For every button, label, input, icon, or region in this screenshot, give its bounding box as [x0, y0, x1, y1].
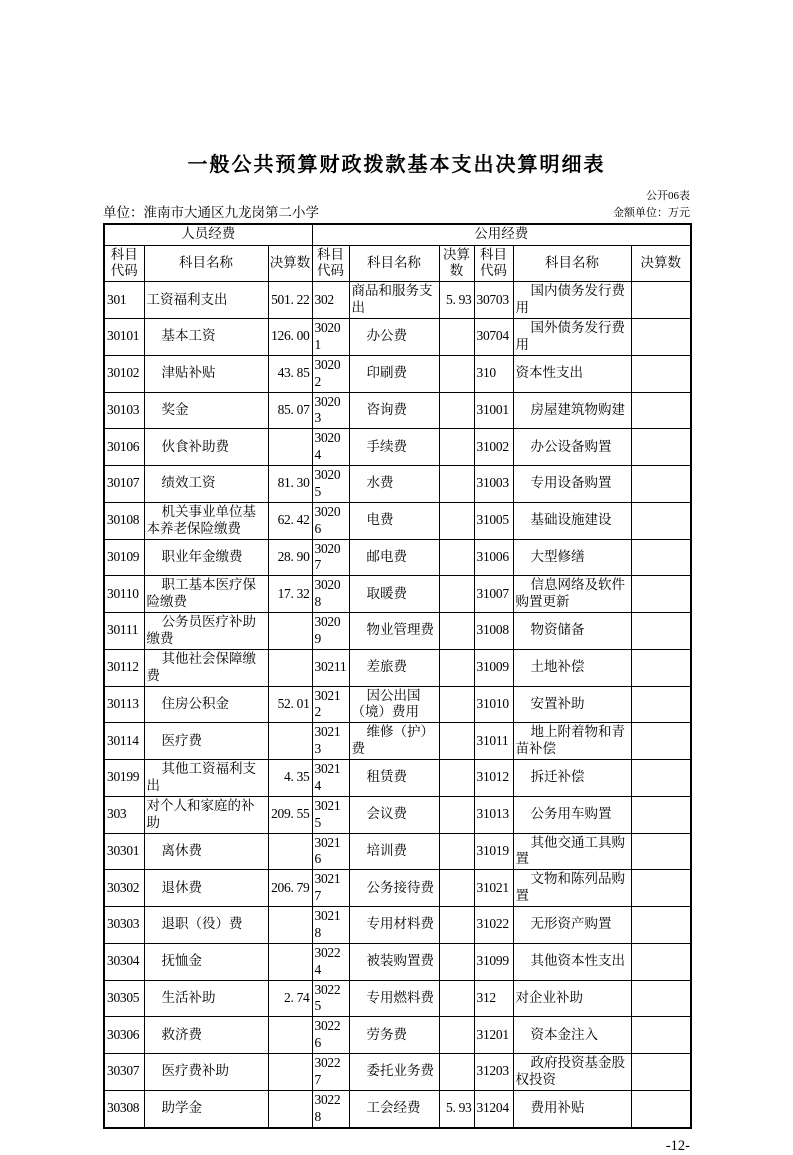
- cell-name: 专用材料费: [349, 907, 439, 944]
- cell-name: 公务用车购置: [513, 796, 631, 833]
- col-header-subject-name-3: 科目名称: [513, 245, 631, 282]
- table-row: [104, 613, 691, 650]
- cell-value: [439, 466, 474, 503]
- cell-value: [268, 1054, 312, 1091]
- cell-name: 取暖费: [349, 576, 439, 613]
- page-number: -12-: [665, 1137, 690, 1154]
- cell-name: 物资储备: [513, 613, 631, 650]
- cell-name: 职工基本医疗保险缴费: [144, 576, 268, 613]
- cell-name: 土地补偿: [513, 649, 631, 686]
- cell-name: 地上附着物和青苗补偿: [513, 723, 631, 760]
- cell-value: [631, 392, 691, 429]
- cell-name: 租赁费: [349, 760, 439, 797]
- cell-name: 安置补助: [513, 686, 631, 723]
- col-header-subject-code-2: 科目代码: [312, 245, 349, 282]
- group-header-row: [104, 224, 691, 245]
- cell-code: 31009: [474, 649, 513, 686]
- cell-code: 30103: [104, 392, 144, 429]
- cell-name: 住房公积金: [144, 686, 268, 723]
- cell-code: 31007: [474, 576, 513, 613]
- cell-name: 维修（护）费: [349, 723, 439, 760]
- cell-code: 31001: [474, 392, 513, 429]
- cell-value: [439, 760, 474, 797]
- cell-code: 31011: [474, 723, 513, 760]
- cell-value: [268, 723, 312, 760]
- cell-value: [631, 1054, 691, 1091]
- cell-name: 生活补助: [144, 980, 268, 1017]
- cell-name: 绩效工资: [144, 466, 268, 503]
- col-header-subject-code-1: 科目代码: [104, 245, 144, 282]
- cell-name: 费用补贴: [513, 1090, 631, 1127]
- meta-row: [103, 204, 690, 221]
- table-body: [104, 282, 691, 1128]
- cell-code: 30211: [312, 649, 349, 686]
- cell-code: 30308: [104, 1090, 144, 1127]
- group-header-personnel-funds: 人员经费: [104, 224, 312, 245]
- cell-name: 政府投资基金股权投资: [513, 1054, 631, 1091]
- cell-value: 43. 85: [268, 355, 312, 392]
- cell-code: 30101: [104, 319, 144, 356]
- cell-code: 30201: [312, 319, 349, 356]
- cell-code: 30209: [312, 613, 349, 650]
- cell-name: 被装购置费: [349, 943, 439, 980]
- cell-value: [631, 760, 691, 797]
- cell-value: [631, 282, 691, 319]
- table-row: [104, 796, 691, 833]
- table-header: [104, 224, 691, 282]
- cell-value: [439, 686, 474, 723]
- cell-name: 培训费: [349, 833, 439, 870]
- cell-value: [439, 870, 474, 907]
- cell-value: [439, 539, 474, 576]
- cell-value: [631, 576, 691, 613]
- cell-value: [268, 429, 312, 466]
- cell-code: 30112: [104, 649, 144, 686]
- cell-value: [268, 1017, 312, 1054]
- cell-name: 委托业务费: [349, 1054, 439, 1091]
- table-row: [104, 282, 691, 319]
- cell-name: 国外债务发行费用: [513, 319, 631, 356]
- cell-value: 209. 55: [268, 796, 312, 833]
- column-header-row: [104, 245, 691, 282]
- cell-value: [268, 1090, 312, 1127]
- cell-value: [631, 796, 691, 833]
- cell-name: 公务接待费: [349, 870, 439, 907]
- cell-code: 30207: [312, 539, 349, 576]
- cell-value: [439, 980, 474, 1017]
- cell-code: 30226: [312, 1017, 349, 1054]
- cell-value: [631, 723, 691, 760]
- cell-code: 31005: [474, 502, 513, 539]
- cell-name: 工会经费: [349, 1090, 439, 1127]
- cell-code: 30217: [312, 870, 349, 907]
- cell-value: [439, 392, 474, 429]
- col-header-final-amount-3: 决算数: [631, 245, 691, 282]
- cell-value: [631, 649, 691, 686]
- cell-name: 公务员医疗补助缴费: [144, 613, 268, 650]
- cell-value: [439, 576, 474, 613]
- cell-name: 劳务费: [349, 1017, 439, 1054]
- cell-name: 基本工资: [144, 319, 268, 356]
- cell-code: 30306: [104, 1017, 144, 1054]
- cell-code: 31203: [474, 1054, 513, 1091]
- unit-label: 单位：淮南市大通区九龙岗第二小学: [103, 205, 319, 220]
- cell-value: [439, 1017, 474, 1054]
- cell-value: [631, 502, 691, 539]
- cell-code: 30114: [104, 723, 144, 760]
- table-row: [104, 833, 691, 870]
- cell-code: 301: [104, 282, 144, 319]
- cell-code: 31006: [474, 539, 513, 576]
- table-row: [104, 466, 691, 503]
- cell-code: 30204: [312, 429, 349, 466]
- table-row: [104, 649, 691, 686]
- cell-name: 差旅费: [349, 649, 439, 686]
- cell-value: 126. 00: [268, 319, 312, 356]
- amount-unit-label: 金额单位：万元: [613, 207, 690, 219]
- cell-code: 30108: [104, 502, 144, 539]
- cell-name: 无形资产购置: [513, 907, 631, 944]
- table-row: [104, 1017, 691, 1054]
- cell-code: 30205: [312, 466, 349, 503]
- cell-name: 基础设施建设: [513, 502, 631, 539]
- cell-value: [631, 319, 691, 356]
- cell-code: 31003: [474, 466, 513, 503]
- cell-code: 30203: [312, 392, 349, 429]
- cell-value: [631, 355, 691, 392]
- cell-value: 85. 07: [268, 392, 312, 429]
- cell-name: 离休费: [144, 833, 268, 870]
- cell-value: [439, 502, 474, 539]
- cell-name: 助学金: [144, 1090, 268, 1127]
- group-header-public-funds: 公用经费: [312, 224, 691, 245]
- cell-value: [439, 355, 474, 392]
- table-row: [104, 319, 691, 356]
- cell-code: 30303: [104, 907, 144, 944]
- table-row: [104, 1054, 691, 1091]
- cell-name: 奖金: [144, 392, 268, 429]
- cell-code: 30109: [104, 539, 144, 576]
- cell-name: 手续费: [349, 429, 439, 466]
- cell-value: [268, 943, 312, 980]
- cell-value: [631, 833, 691, 870]
- cell-value: [268, 907, 312, 944]
- cell-code: 30227: [312, 1054, 349, 1091]
- cell-name: 资本性支出: [513, 355, 631, 392]
- cell-value: [631, 613, 691, 650]
- cell-value: 5. 93: [439, 1090, 474, 1127]
- cell-name: 印刷费: [349, 355, 439, 392]
- cell-name: 工资福利支出: [144, 282, 268, 319]
- cell-name: 文物和陈列品购置: [513, 870, 631, 907]
- cell-code: 310: [474, 355, 513, 392]
- cell-code: 31019: [474, 833, 513, 870]
- cell-code: 31012: [474, 760, 513, 797]
- cell-value: [631, 429, 691, 466]
- col-header-subject-name-1: 科目名称: [144, 245, 268, 282]
- cell-name: 国内债务发行费用: [513, 282, 631, 319]
- table-row: [104, 870, 691, 907]
- table-row: [104, 539, 691, 576]
- cell-value: 81. 30: [268, 466, 312, 503]
- cell-code: 30202: [312, 355, 349, 392]
- cell-code: 30305: [104, 980, 144, 1017]
- cell-value: [439, 1054, 474, 1091]
- cell-code: 30225: [312, 980, 349, 1017]
- cell-value: 4. 35: [268, 760, 312, 797]
- cell-code: 31013: [474, 796, 513, 833]
- cell-name: 其他资本性支出: [513, 943, 631, 980]
- cell-value: [439, 833, 474, 870]
- cell-name: 大型修缮: [513, 539, 631, 576]
- cell-value: 17. 32: [268, 576, 312, 613]
- cell-code: 30102: [104, 355, 144, 392]
- cell-name: 伙食补助费: [144, 429, 268, 466]
- cell-code: 30110: [104, 576, 144, 613]
- cell-code: 31022: [474, 907, 513, 944]
- cell-code: 30228: [312, 1090, 349, 1127]
- cell-name: 房屋建筑物购建: [513, 392, 631, 429]
- cell-value: [631, 907, 691, 944]
- cell-value: [439, 796, 474, 833]
- cell-value: [439, 649, 474, 686]
- cell-code: 31010: [474, 686, 513, 723]
- cell-value: [439, 943, 474, 980]
- cell-name: 邮电费: [349, 539, 439, 576]
- cell-value: [268, 649, 312, 686]
- cell-code: 30199: [104, 760, 144, 797]
- cell-value: 206. 79: [268, 870, 312, 907]
- cell-value: [631, 466, 691, 503]
- cell-name: 商品和服务支出: [349, 282, 439, 319]
- cell-value: [631, 539, 691, 576]
- table-row: [104, 907, 691, 944]
- cell-value: 501. 22: [268, 282, 312, 319]
- cell-name: 退职（役）费: [144, 907, 268, 944]
- cell-value: [631, 870, 691, 907]
- cell-code: 30212: [312, 686, 349, 723]
- table-row: [104, 760, 691, 797]
- cell-code: 30301: [104, 833, 144, 870]
- table-row: [104, 723, 691, 760]
- cell-code: 31201: [474, 1017, 513, 1054]
- col-header-subject-code-3: 科目代码: [474, 245, 513, 282]
- cell-name: 职业年金缴费: [144, 539, 268, 576]
- cell-value: [631, 686, 691, 723]
- cell-code: 30224: [312, 943, 349, 980]
- col-header-final-amount-2: 决算数: [439, 245, 474, 282]
- table-row: [104, 355, 691, 392]
- cell-name: 资本金注入: [513, 1017, 631, 1054]
- cell-value: [268, 613, 312, 650]
- cell-name: 信息网络及软件购置更新: [513, 576, 631, 613]
- cell-code: 312: [474, 980, 513, 1017]
- col-header-subject-name-2: 科目名称: [349, 245, 439, 282]
- table-row: [104, 1090, 691, 1127]
- cell-value: [439, 907, 474, 944]
- cell-name: 电费: [349, 502, 439, 539]
- cell-name: 退休费: [144, 870, 268, 907]
- cell-name: 拆迁补偿: [513, 760, 631, 797]
- document-content: [103, 0, 690, 1155]
- table-row: [104, 502, 691, 539]
- cell-code: 30307: [104, 1054, 144, 1091]
- cell-value: [631, 1017, 691, 1054]
- table-row: [104, 392, 691, 429]
- cell-name: 医疗费: [144, 723, 268, 760]
- cell-value: 28. 90: [268, 539, 312, 576]
- cell-name: 其他社会保障缴费: [144, 649, 268, 686]
- col-header-final-amount-1: 决算数: [268, 245, 312, 282]
- cell-code: 30304: [104, 943, 144, 980]
- table-row: [104, 943, 691, 980]
- cell-code: 30216: [312, 833, 349, 870]
- cell-name: 对个人和家庭的补助: [144, 796, 268, 833]
- cell-value: 5. 93: [439, 282, 474, 319]
- cell-value: 62. 42: [268, 502, 312, 539]
- cell-code: 30106: [104, 429, 144, 466]
- cell-code: 31099: [474, 943, 513, 980]
- cell-code: 30214: [312, 760, 349, 797]
- cell-code: 30704: [474, 319, 513, 356]
- cell-name: 会议费: [349, 796, 439, 833]
- cell-name: 救济费: [144, 1017, 268, 1054]
- table-row: [104, 980, 691, 1017]
- cell-code: 303: [104, 796, 144, 833]
- page-title: 一般公共预算财政拨款基本支出决算明细表: [187, 154, 606, 176]
- cell-name: 办公设备购置: [513, 429, 631, 466]
- cell-value: [268, 833, 312, 870]
- cell-code: 30218: [312, 907, 349, 944]
- cell-code: 30113: [104, 686, 144, 723]
- cell-name: 咨询费: [349, 392, 439, 429]
- cell-code: 30206: [312, 502, 349, 539]
- cell-name: 抚恤金: [144, 943, 268, 980]
- cell-value: [631, 943, 691, 980]
- cell-name: 津贴补贴: [144, 355, 268, 392]
- cell-code: 30111: [104, 613, 144, 650]
- cell-name: 因公出国（境）费用: [349, 686, 439, 723]
- cell-name: 对企业补助: [513, 980, 631, 1017]
- cell-value: [631, 980, 691, 1017]
- table-row: [104, 429, 691, 466]
- cell-code: 31204: [474, 1090, 513, 1127]
- cell-value: [439, 429, 474, 466]
- cell-code: 30302: [104, 870, 144, 907]
- cell-name: 机关事业单位基本养老保险缴费: [144, 502, 268, 539]
- cell-value: [631, 1090, 691, 1127]
- cell-code: 31021: [474, 870, 513, 907]
- cell-name: 其他工资福利支出: [144, 760, 268, 797]
- cell-name: 专用设备购置: [513, 466, 631, 503]
- cell-code: 30703: [474, 282, 513, 319]
- cell-name: 医疗费补助: [144, 1054, 268, 1091]
- table-row: [104, 576, 691, 613]
- cell-code: 30215: [312, 796, 349, 833]
- form-note: 公开06表: [646, 190, 690, 202]
- cell-name: 办公费: [349, 319, 439, 356]
- cell-name: 物业管理费: [349, 613, 439, 650]
- cell-value: [439, 319, 474, 356]
- cell-code: 30107: [104, 466, 144, 503]
- cell-code: 31008: [474, 613, 513, 650]
- cell-value: 52. 01: [268, 686, 312, 723]
- cell-name: 水费: [349, 466, 439, 503]
- cell-value: [439, 613, 474, 650]
- cell-code: 31002: [474, 429, 513, 466]
- expenditure-table: [103, 223, 692, 1129]
- cell-name: 专用燃料费: [349, 980, 439, 1017]
- cell-value: 2. 74: [268, 980, 312, 1017]
- cell-code: 30213: [312, 723, 349, 760]
- table-row: [104, 686, 691, 723]
- cell-name: 其他交通工具购置: [513, 833, 631, 870]
- cell-code: 302: [312, 282, 349, 319]
- cell-code: 30208: [312, 576, 349, 613]
- cell-value: [439, 723, 474, 760]
